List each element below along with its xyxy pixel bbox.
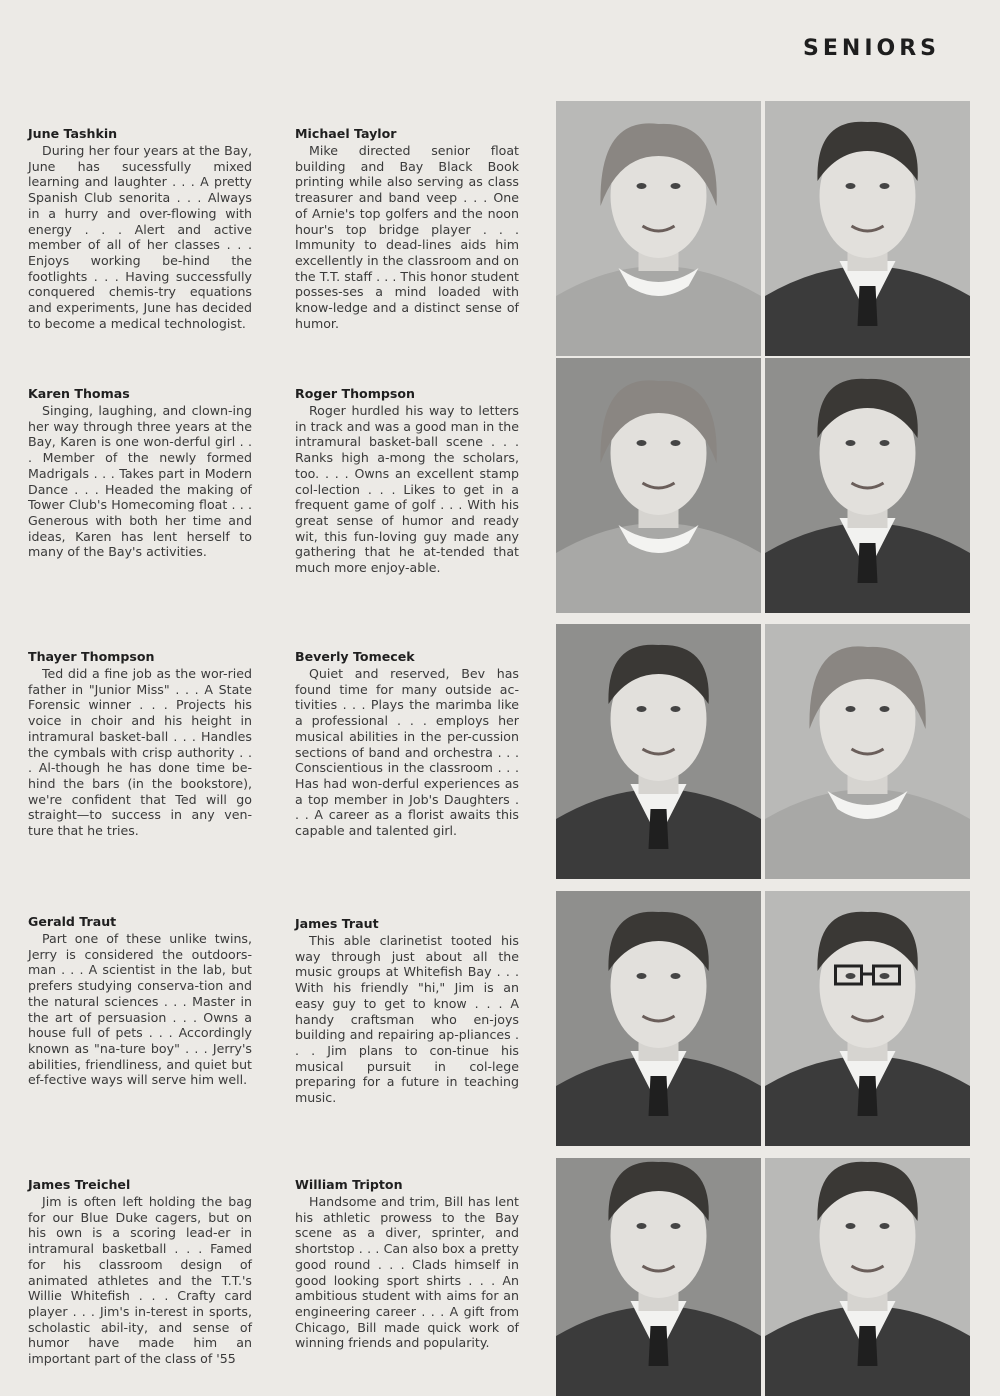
senior-name: William Tripton [295,1177,403,1192]
senior-name: Michael Taylor [295,126,397,141]
senior-portrait-photo [765,358,970,613]
senior-bio: Jim is often left holding the bag for our Blue Duke cagers, but on his own is a scoring lead-er in intramural basketball . . . Famed for his classroom design of animated athletes and the T.T.'s Willie Whitefish . . . Crafty card player . . . Jim's in-terest in sports, scholastic abil-ity, and sense of humor have made him an important part of the class of '55 [28,1194,252,1367]
senior-portrait-photo [556,891,761,1146]
senior-bio: Singing, laughing, and clown-ing her way through three years at the Bay, Karen is one won-derful girl . . . Member of the newly formed Madrigals . . . Takes part in Modern Dance . . . Headed the making of Tower Club's Homecoming float . . . Generous with both her time and ideas, Karen has lent herself to many of the Bay's activities. [28,403,252,560]
senior-entry [28,126,252,331]
senior-portrait-photo [765,101,970,356]
senior-bio: Mike directed senior float building and Bay Black Book printing while also serving as class treasurer and band veep . . . One of Arnie's top golfers and the noon hour's top bridge player . . . Immunity to dead-lines aids him excellently in the classroom and on the T.T. staff . . . This honor student posses-ses a mind loaded with know-ledge and a distinct sense of humor. [295,143,519,331]
senior-portrait-photo [556,101,761,356]
senior-portrait-photo [556,624,761,879]
page-title: SENIORS [803,36,940,61]
senior-name: Roger Thompson [295,386,415,401]
senior-name: Thayer Thompson [28,649,155,664]
senior-portrait-photo [765,624,970,879]
senior-portrait-photo [556,358,761,613]
senior-name: Karen Thomas [28,386,130,401]
senior-bio: Handsome and trim, Bill has lent his athletic prowess to the Bay scene as a diver, sprinter, and shortstop . . . Can also box a pretty good round . . . Clads himself in good looking sport shirts . . . An ambitious student with aims for an engineering career . . . A gift from Chicago, Bill made quick work of winning friends and popularity. [295,1194,519,1351]
senior-entry [295,126,519,331]
senior-bio: Roger hurdled his way to letters in track and was a good man in the intramural basket-ball scene . . . Ranks high a-mong the scholars, too. . . . Owns an excellent stamp col-lection . . . Likes to get in a frequent game of golf . . . With his great sense of humor and ready wit, this fun-loving guy made any gathering that he at-tended that much more enjoy-able. [295,403,519,576]
senior-name: James Treichel [28,1177,131,1192]
senior-entry [295,649,519,839]
senior-entry [28,386,252,560]
senior-name: James Traut [295,916,379,931]
senior-bio: During her four years at the Bay, June has sucessfully mixed learning and laughter . . . A pretty Spanish Club senorita . . . Always in a hurry and over-flowing with energy . . . Alert and active member of all of her classes . . . Enjoys working be-hind the footlights . . . Having successfully conquered chemis-try equations and experiments, June has decided to become a medical technologist. [28,143,252,331]
senior-entry [28,1177,252,1367]
senior-bio: This able clarinetist tooted his way through just about all the music groups at Whitefish Bay . . . With his friendly "hi," Jim is an easy guy to get to know . . . A handy craftsman who en-joys building and repairing ap-pliances . . . Jim plans to con-tinue his musical pursuit in col-lege preparing for a future in teaching music. [295,933,519,1106]
senior-entry [295,386,519,576]
senior-entry [295,1177,519,1351]
senior-name: June Tashkin [28,126,118,141]
senior-portrait-photo [765,891,970,1146]
senior-bio: Ted did a fine job as the wor-ried father in "Junior Miss" . . . A State Forensic winner . . . Projects his voice in choir and his height in intramural basket-ball . . . Handles the cymbals with crisp authority . . . Al-though he has done time be-hind the bars (in the bookstore), we're confident that Ted will go straight—to success in any ven-ture that he tries. [28,666,252,839]
senior-entry [28,914,252,1088]
senior-bio: Part one of these unlike twins, Jerry is considered the outdoors-man . . . A scientist in the lab, but prefers studying conserva-tion and the natural sciences . . . Master in the art of persuasion . . . Owns a house full of pets . . . Accordingly known as "na-ture boy" . . . Jerry's abilities, friendliness, and quiet but ef-fective ways will serve him well. [28,931,252,1088]
senior-portrait-photo [765,1158,970,1396]
senior-bio: Quiet and reserved, Bev has found time for many outside ac-tivities . . . Plays the marimba like a professional . . . employs her musical abilities in the per-cussion sections of band and orchestra . . . Conscientious in the classroom . . . Has had won-derful experiences as a top member in Job's Daughters . . . A career as a florist awaits this capable and talented girl. [295,666,519,839]
senior-entry [28,649,252,839]
senior-entry [295,916,519,1106]
senior-name: Beverly Tomecek [295,649,415,664]
senior-name: Gerald Traut [28,914,117,929]
senior-portrait-photo [556,1158,761,1396]
